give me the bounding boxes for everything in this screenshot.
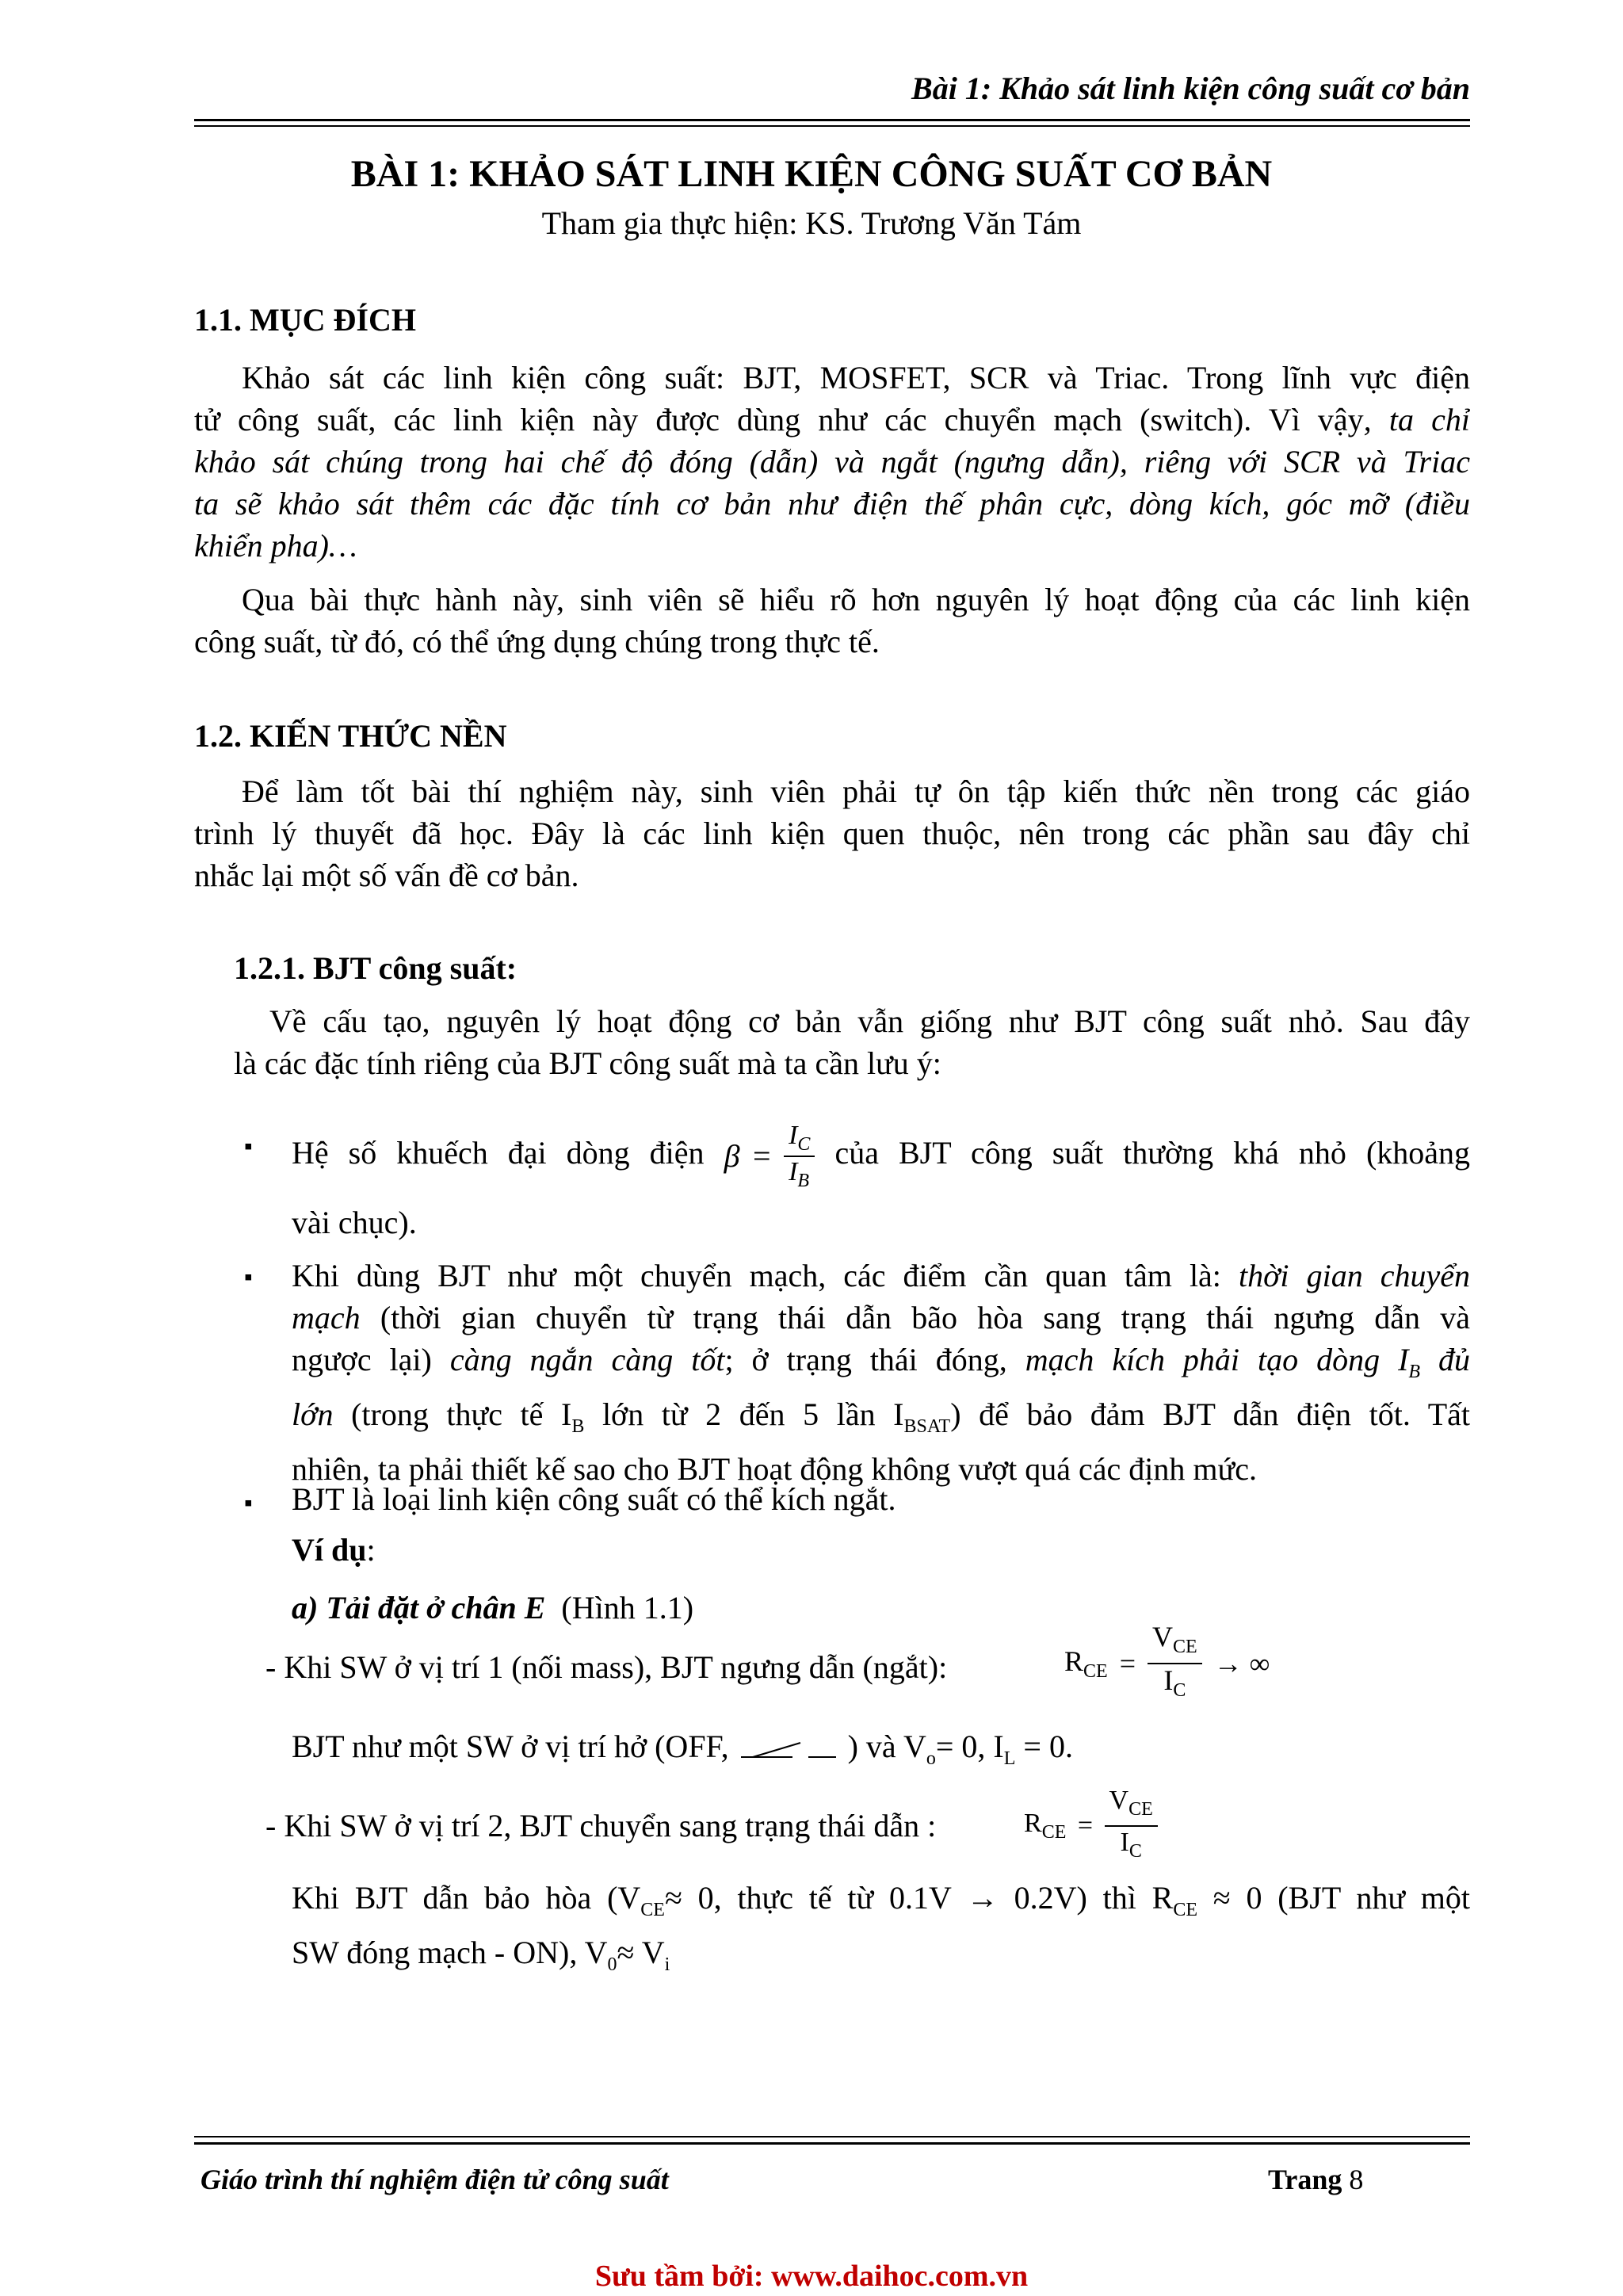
section-heading-1-2: 1.2. KIẾN THỨC NỀN bbox=[194, 718, 507, 754]
footer-book-title: Giáo trình thí nghiệm điện tử công suất bbox=[200, 2164, 669, 2195]
case-a-heading: a) Tải đặt ở chân E (Hình 1.1) bbox=[292, 1590, 694, 1626]
page-title: BÀI 1: KHẢO SÁT LINH KIỆN CÔNG SUẤT CƠ BẢN bbox=[350, 153, 1273, 195]
source-credit: Sưu tầm bởi: www.daihoc.com.vn bbox=[594, 2260, 1029, 2293]
paragraph-purpose-2: Qua bài thực hành này, sinh viên sẽ hiểu rõ hơn nguyên lý hoạt động của các linh kiện công suất, từ đó, có thể ứng dụng chúng trong thực tế. bbox=[194, 582, 1470, 659]
case-on-line: - Khi SW ở vị trí 2, BJT chuyển sang trạng thái dẫn : bbox=[265, 1808, 937, 1843]
saturation-paragraph: Khi BJT dẫn bảo hòa ($V_{CE}\approx 0$, thực tế từ 0.1V → 0.2V) thì $R_{CE} \approx 0$ (BJT như một SW đóng mạch - ON), $V_0\approx V_i$ bbox=[292, 1880, 1471, 1975]
bullet-marker: ▪ bbox=[244, 1264, 253, 1290]
example-label: Ví dụ: bbox=[292, 1532, 376, 1568]
case-off-line: - Khi SW ở vị trí 1 (nối mass), BJT ngưng dẫn (ngắt): bbox=[265, 1649, 948, 1685]
bullet-beta: Hệ số khuếch đại dòng điện β = $\frac{I_C}{I_B}$ của BJT công suất thường khá nhỏ (khoảng vài chục). bbox=[292, 1121, 1471, 1240]
open-switch-icon bbox=[737, 1738, 840, 1762]
paragraph-purpose: Khảo sát các linh kiện công suất: BJT, MOSFET, SCR và Triac. Trong lĩnh vực điện tử công suất, các linh kiện này được dùng như các chuyển mạch (switch). Vì vậy, ta chỉ khảo sát chúng trong hai chế độ đóng (dẫn) và ngắt (ngưng dẫn), riêng với SCR và Triac ta sẽ khảo sát thêm các đặc tính cơ bản như điện thế phân cực, dòng kích, góc mỡ (điều khiển pha)… bbox=[194, 360, 1470, 563]
case-off-result: BJT như một SW ở vị trí hở (OFF, ) và $V_o= 0$, $I_L = 0$. bbox=[292, 1729, 1073, 1769]
bullet-switching: Khi dùng BJT như một chuyển mạch, các điểm cần quan tâm là: thời gian chuyển mạch (thời gian chuyển từ trạng thái dẫn bão hòa sang trạng thái ngưng dẫn và ngược lại) càng ngắn càng tốt; ở trạng thái đóng, mạch kích phải tạo dòng $I_B$ đủ lớn (trong thực tế $I_B$ lớn từ 2 đến 5 lần $I_{BSAT}$) để bảo đảm BJT dẫn điện tốt. Tất nhiên, ta phải thiết kế sao cho BJT hoạt động không vượt quá các định mức. bbox=[292, 1258, 1471, 1487]
footer-rule bbox=[194, 2142, 1470, 2145]
bullet-turnoff: BJT là loại linh kiện công suất có thể kích ngắt. bbox=[292, 1481, 896, 1517]
source-link[interactable]: www.daihoc.com.vn bbox=[771, 2260, 1029, 2293]
header-rule bbox=[194, 119, 1470, 121]
page-subtitle: Tham gia thực hiện: KS. Trương Văn Tám bbox=[541, 205, 1082, 241]
footer-rule-thin bbox=[194, 2136, 1470, 2137]
bullet-marker: ▪ bbox=[244, 1133, 253, 1159]
section-heading-1-1: 1.1. MỤC ĐÍCH bbox=[194, 302, 416, 338]
running-header: Bài 1: Khảo sát linh kiện công suất cơ bản bbox=[911, 71, 1470, 106]
paragraph-bjt-intro: Về cấu tạo, nguyên lý hoạt động cơ bản vẫn giống như BJT công suất nhỏ. Sau đây là các đặc tính riêng của BJT công suất mà ta cần lưu ý: bbox=[234, 1003, 1470, 1081]
beta-formula: β = $\frac{I_C}{I_B}$ bbox=[724, 1121, 815, 1192]
bullet-marker: ▪ bbox=[244, 1490, 253, 1516]
paragraph-background: Để làm tốt bài thí nghiệm này, sinh viên phải tự ôn tập kiến thức nền trong các giáo trình lý thuyết đã học. Đây là các linh kiện quen thuộc, nên trong các phần sau đây chỉ nhắc lại một số vấn đề cơ bản. bbox=[194, 774, 1470, 893]
header-rule-thin bbox=[194, 125, 1470, 127]
rce-on-formula: $R_{CE}$ = $\frac{V_{CE}}{I_C}$ bbox=[1024, 1785, 1158, 1867]
page-number: Trang 8 bbox=[1268, 2164, 1364, 2195]
section-heading-1-2-1: 1.2.1. BJT công suất: bbox=[234, 950, 517, 986]
rce-off-formula: $R_{CE}$ = $\frac{V_{CE}}{I_C}$ → ∞ bbox=[1064, 1621, 1270, 1702]
